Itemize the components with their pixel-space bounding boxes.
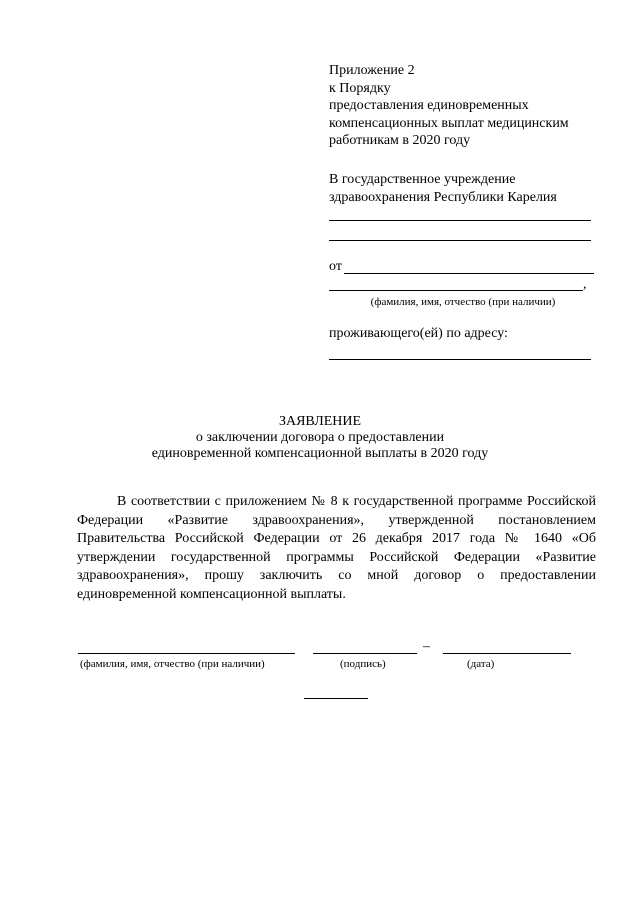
addressee-line-1: В государственное учреждение	[329, 172, 516, 187]
appendix-line-3: предоставления единовременных	[329, 98, 529, 113]
signature-date-hint: (дата)	[467, 658, 495, 670]
title-line-3: единовременной компенсационной выплаты в 2020 году	[151, 446, 489, 461]
comma-mark: ,	[583, 277, 587, 292]
addressee-blank-line-1[interactable]	[329, 220, 591, 221]
from-name-blank-line[interactable]	[344, 273, 594, 274]
dash-mark: –	[423, 639, 430, 654]
title-line-2: о заключении договора о предоставлении	[195, 430, 445, 445]
end-separator-line	[304, 698, 368, 699]
appendix-line-5: работникам в 2020 году	[329, 133, 471, 148]
signature-sign-hint: (подпись)	[340, 658, 386, 670]
from-name-blank-line-2[interactable]	[329, 290, 583, 291]
title-line-1: ЗАЯВЛЕНИЕ	[278, 414, 362, 429]
addressee-blank-line-2[interactable]	[329, 240, 591, 241]
statement-title	[60, 414, 580, 462]
appendix-line-2: к Порядку	[329, 80, 391, 96]
appendix-line-4: компенсационных выплат медицинским	[329, 115, 569, 131]
appendix-header	[329, 62, 609, 150]
signature-sign-line[interactable]	[313, 653, 417, 654]
signature-date-line[interactable]	[443, 653, 571, 654]
residing-label: проживающего(ей) по адресу:	[329, 326, 508, 341]
addressee-line-2: здравоохранения Республики Карелия	[329, 189, 557, 205]
statement-body: В соответствии с приложением № 8 к государственной программе Российской Федерации «Развитие здравоохранения», утвержденной постановлением Правительства Российской Федерации от 26 декабря 2017 года № 1640 «Об утверждении государственной программы Российской Федерации «Развитие здравоохранения», прошу заключить со мной договор о предоставлении единовременной компенсационной выплаты.	[77, 494, 596, 602]
from-label: от	[329, 259, 342, 274]
appendix-line-1: Приложение 2	[329, 63, 415, 78]
signature-fio-hint: (фамилия, имя, отчество (при наличии)	[80, 658, 265, 670]
signature-fio-line[interactable]	[78, 653, 295, 654]
address-blank-line[interactable]	[329, 359, 591, 360]
fio-hint: (фамилия, имя, отчество (при наличии)	[370, 296, 556, 308]
addressee-block	[329, 171, 599, 206]
